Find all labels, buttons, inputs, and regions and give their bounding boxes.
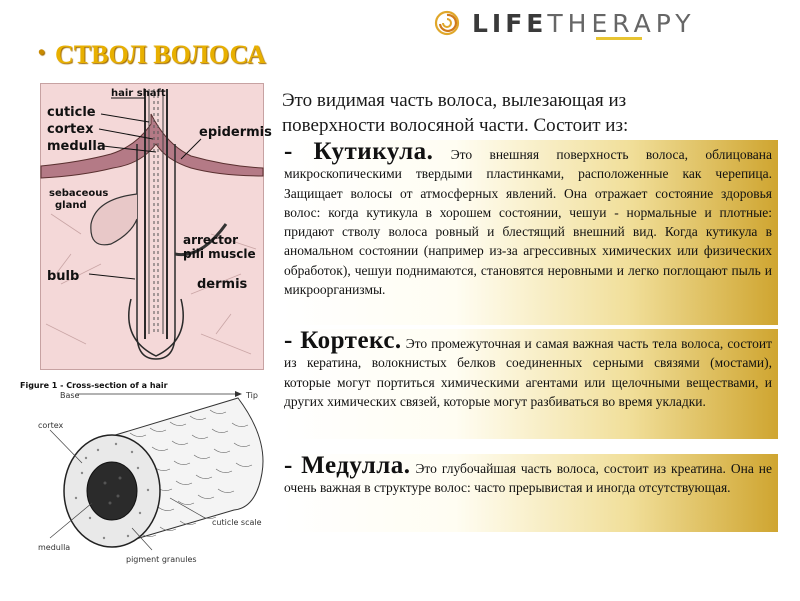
label-medulla-section: medulla [38,543,71,552]
brand-name [472,9,696,38]
brand-logo [434,6,696,40]
bullet-icon: • [38,42,46,64]
label-bulb: bulb [47,269,80,284]
slide-title-text: СТВОЛ ВОЛОСА [55,40,266,69]
logo-accent-bar [596,37,642,40]
label-pili-muscle: pili muscle [183,247,256,261]
brand-name-part2: THERAPY [547,8,696,38]
intro-text: Это видимая часть волоса, вылезающая из поверхности волосяной части. Состоит из: [282,90,629,136]
label-arrector: arrector [183,233,239,247]
hair-follicle-svg [41,84,272,369]
section-body: Это промежуточная и самая важная часть тела волоса, состоит из кератина, волокнистых белков соединенных серными связями (мостами), которые могут портиться химическими агентами или щелочными веществами, и других химических связей, которые могут разбиваться во время укладки. [284,336,772,409]
section-cuticle [282,140,778,325]
section-medulla [282,454,778,532]
label-sebaceous: sebaceous [49,188,109,199]
section-cortex [282,329,778,439]
section-heading: - Кортекс. [284,327,402,354]
label-pigment-granules: pigment granules [126,555,197,564]
label-cortex-section: cortex [38,421,64,430]
label-hair-shaft: hair shaft [111,88,166,99]
slide-title [38,40,266,70]
label-tip: Tip [246,391,258,400]
label-dermis: dermis [197,277,248,292]
hair-cross-section-svg [20,378,270,596]
spiral-logo-icon [434,10,460,36]
hair-follicle-diagram [40,83,272,370]
section-body: Это глубочайшая часть волоса, состоит из креатина. Она не очень важная в структуре волос: часто прерывистая и иногда отсутствующая. [284,461,772,496]
label-cortex: cortex [47,122,94,137]
label-medulla: medulla [47,139,106,154]
label-base: Base [60,391,80,400]
hair-cross-section-diagram [20,378,270,596]
label-cuticle-scale: cuticle scale [212,518,262,527]
section-heading: - Кутикула. [284,138,434,165]
section-heading: - Медулла. [284,452,411,479]
label-gland: gland [55,200,87,211]
label-epidermis: epidermis [199,125,272,140]
brand-name-part1: LIFE [472,8,548,38]
section-body: Это внешняя поверхность волоса, облицована микроскопическими твердыми пластинками, расположенные как черепица. Защищает волосы от атмосферных явлений. Она отражает состояние здоровья волос: когда кутикула в хорошем состоянии, чешуи - нормальные и плотные: придают стволу волоса ровный и блестящий внешний вид. Когда кутикула в аномальном состоянии (например из-за агрессивных химических или физических обработок), чешуи поднимаются, становятся неровными и легко поглощают пыль и микроорганизмы. [284,147,772,298]
figure-caption: Figure 1 - Cross-section of a hair [20,381,168,390]
label-cuticle: cuticle [47,105,96,120]
